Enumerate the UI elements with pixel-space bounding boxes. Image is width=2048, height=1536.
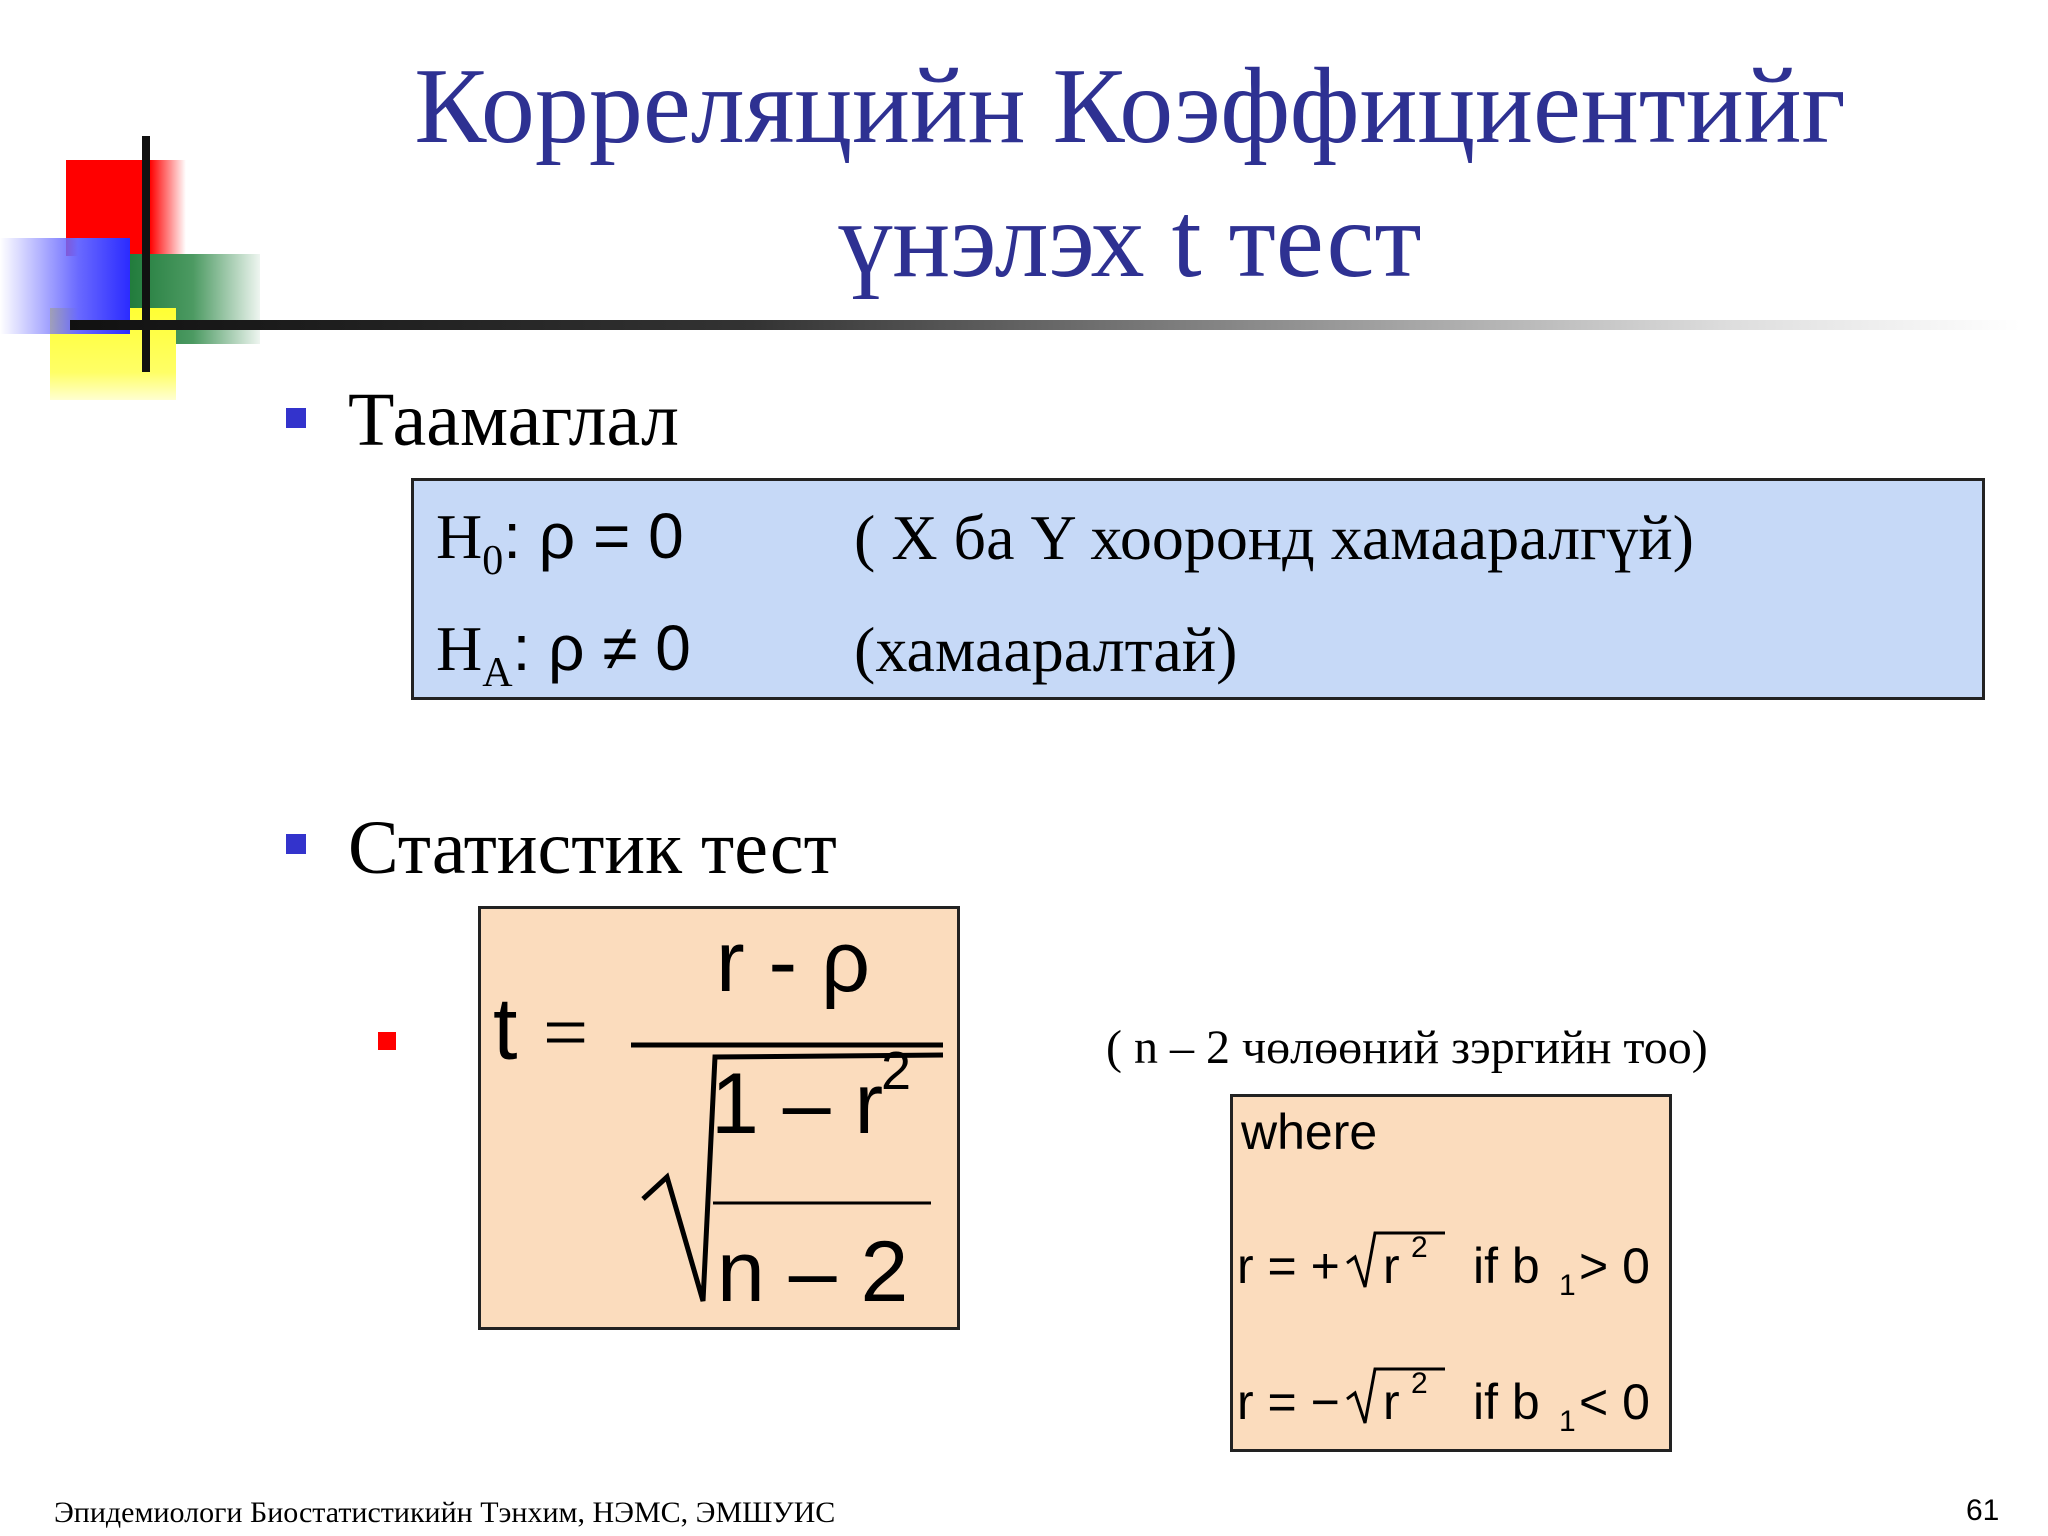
footer-text: Эпидемиологи Биостатистикийн Тэнхим, НЭМС, ЭМШУИС — [54, 1496, 836, 1529]
svg-text:2: 2 — [1411, 1367, 1428, 1400]
formula-box — [478, 906, 960, 1330]
svg-text:r = +: r = + — [1237, 1238, 1340, 1294]
svg-text:2: 2 — [1411, 1231, 1428, 1264]
bullet-formula — [378, 1032, 396, 1050]
svg-text:if b: if b — [1473, 1238, 1540, 1294]
degrees-of-freedom-note: ( n – 2 чөлөөний зэргийн тоо) — [1106, 1021, 1708, 1074]
svg-text:< 0: < 0 — [1579, 1374, 1650, 1430]
slide-title — [300, 40, 1960, 308]
title-underline — [70, 320, 2020, 330]
ha-note: (хамааралтай) — [854, 614, 1238, 685]
bullet-hypothesis — [286, 408, 306, 428]
where-label: where — [1241, 1104, 1378, 1160]
where-row-positive — [1237, 1231, 1650, 1302]
formula-numerator: r - ρ — [716, 914, 870, 1010]
formula-lhs: t — [493, 979, 518, 1078]
svg-text:if b: if b — [1473, 1374, 1540, 1430]
where-conditions — [1233, 1097, 1669, 1449]
svg-text:r: r — [1383, 1374, 1400, 1430]
ha-statement: $H_A$: ρ ≠ 0 — [436, 612, 691, 696]
title-line-1: Корреляцийн Коэффициентийг — [414, 47, 1846, 166]
formula-equals: = — [543, 989, 589, 1077]
test-heading: Статистик тест — [348, 806, 837, 890]
inner-numerator-exponent: 2 — [881, 1041, 912, 1101]
inner-numerator: 1 – r — [711, 1056, 884, 1152]
h0-note: ( X ба Y хооронд хамааралгүй) — [854, 502, 1694, 573]
svg-text:r = −: r = − — [1237, 1374, 1340, 1430]
logo-vertical-line — [142, 136, 150, 372]
h0-statement: $H_0$: ρ = 0 — [436, 500, 684, 584]
hypothesis-box — [411, 478, 1985, 700]
svg-text:r: r — [1383, 1238, 1400, 1294]
where-box — [1230, 1094, 1672, 1452]
bullet-test — [286, 834, 306, 854]
inner-denominator: n – 2 — [717, 1224, 909, 1320]
page-number: 61 — [1966, 1494, 2000, 1527]
svg-text:> 0: > 0 — [1579, 1238, 1650, 1294]
hypothesis-heading: Таамаглал — [348, 378, 679, 462]
svg-text:1: 1 — [1559, 1269, 1576, 1302]
t-formula — [481, 909, 957, 1327]
where-row-negative — [1237, 1367, 1650, 1438]
svg-text:1: 1 — [1559, 1405, 1576, 1438]
title-line-2: үнэлэх t тест — [838, 181, 1422, 300]
